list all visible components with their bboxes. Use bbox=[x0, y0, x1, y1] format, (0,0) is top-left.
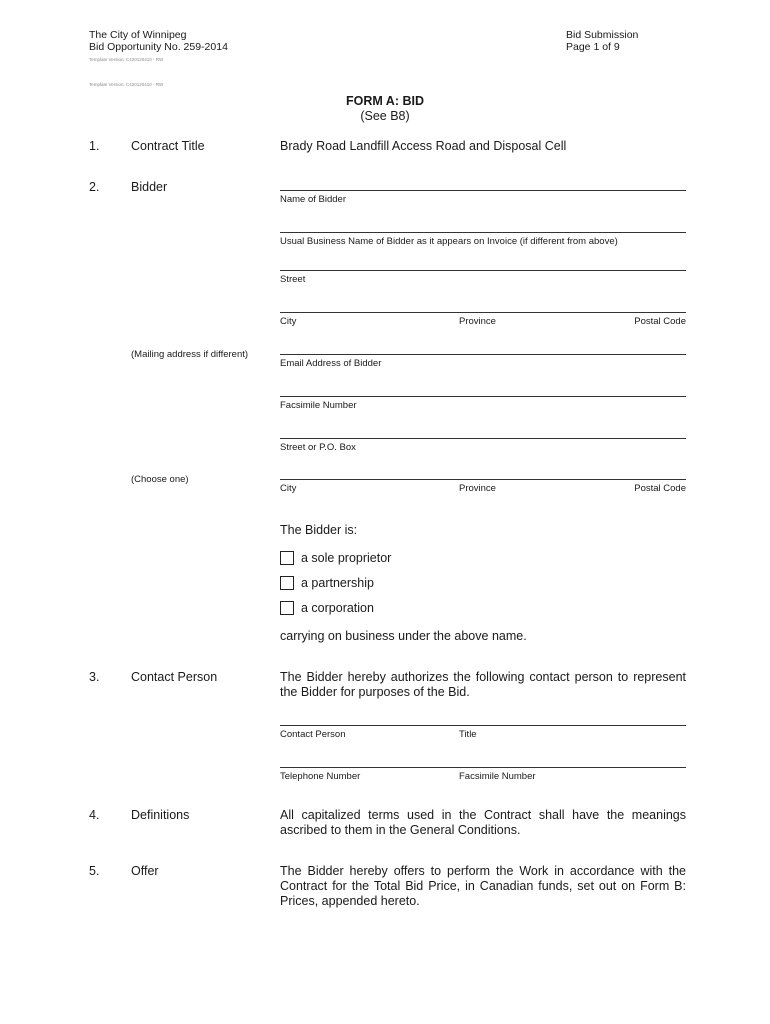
postal-caption: Postal Code bbox=[634, 316, 686, 327]
usual-name-field[interactable] bbox=[280, 232, 686, 233]
city-caption: City bbox=[280, 316, 297, 327]
section-2-number: 2. bbox=[89, 180, 100, 194]
email-caption: Email Address of Bidder bbox=[280, 358, 382, 369]
postal2-caption: Postal Code bbox=[634, 483, 686, 494]
province2-caption: Province bbox=[459, 483, 496, 494]
street-po-field[interactable] bbox=[280, 438, 686, 439]
sole-proprietor-label: a sole proprietor bbox=[301, 551, 392, 565]
sole-proprietor-checkbox[interactable] bbox=[280, 551, 294, 565]
template-version-2: Template Version: C420120410 - RW bbox=[89, 82, 164, 87]
bidder-name-caption: Name of Bidder bbox=[280, 194, 347, 205]
definitions-text: All capitalized terms used in the Contract shall have the meanings ascribed to them in the General Conditions. bbox=[280, 808, 686, 837]
telephone-caption: Telephone Number bbox=[280, 771, 361, 782]
org-name: The City of Winnipeg bbox=[89, 29, 187, 41]
corporation-checkbox[interactable] bbox=[280, 601, 294, 615]
fax-caption: Facsimile Number bbox=[280, 400, 357, 411]
city2-caption: City bbox=[280, 483, 297, 494]
bidder-name-field[interactable] bbox=[280, 190, 686, 191]
section-4-number: 4. bbox=[89, 808, 100, 822]
email-field[interactable] bbox=[280, 354, 686, 355]
submission-label: Bid Submission bbox=[566, 29, 639, 41]
usual-name-caption: Usual Business Name of Bidder as it appears on Invoice (if different from above) bbox=[280, 236, 618, 247]
fax-field[interactable] bbox=[280, 396, 686, 397]
carrying-on-business-text: carrying on business under the above name. bbox=[280, 629, 527, 643]
mailing-address-note: (Mailing address if different) bbox=[131, 349, 249, 360]
contact-person-text: The Bidder hereby authorizes the following contact person to represent the Bidder for purposes of the Bid. bbox=[280, 670, 686, 699]
partnership-checkbox[interactable] bbox=[280, 576, 294, 590]
contact-title-field[interactable] bbox=[280, 725, 686, 726]
title-caption: Title bbox=[459, 729, 477, 740]
street-field[interactable] bbox=[280, 270, 686, 271]
offer-text: The Bidder hereby offers to perform the Work in accordance with the Contract for the Total Bid Price, in Canadian funds, set out on Form B: Prices, appended hereto. bbox=[280, 864, 686, 908]
section-4-label: Definitions bbox=[131, 808, 190, 822]
section-3-label: Contact Person bbox=[131, 670, 218, 684]
corporation-label: a corporation bbox=[301, 601, 374, 615]
section-1-label: Contract Title bbox=[131, 139, 205, 153]
province-caption: Province bbox=[459, 316, 496, 327]
street-caption: Street bbox=[280, 274, 306, 285]
template-version: Template Version: C420120410 - RW bbox=[89, 57, 164, 62]
city-province-postal-field[interactable] bbox=[280, 312, 686, 313]
page-number: Page 1 of 9 bbox=[566, 41, 620, 53]
partnership-label: a partnership bbox=[301, 576, 374, 590]
section-1-number: 1. bbox=[89, 139, 100, 153]
section-5-label: Offer bbox=[131, 864, 159, 878]
bidder-is-label: The Bidder is: bbox=[280, 523, 358, 537]
section-5-number: 5. bbox=[89, 864, 100, 878]
form-subtitle: (See B8) bbox=[360, 109, 410, 123]
city2-field[interactable] bbox=[280, 479, 686, 480]
bid-number: Bid Opportunity No. 259-2014 bbox=[89, 41, 228, 53]
section-3-number: 3. bbox=[89, 670, 100, 684]
phone-fax-field[interactable] bbox=[280, 767, 686, 768]
choose-one-note: (Choose one) bbox=[131, 474, 189, 485]
form-title: FORM A: BID bbox=[346, 94, 424, 108]
contact-person-caption: Contact Person bbox=[280, 729, 346, 740]
contact-fax-caption: Facsimile Number bbox=[459, 771, 536, 782]
contract-title-value: Brady Road Landfill Access Road and Disposal Cell bbox=[280, 139, 567, 153]
section-2-label: Bidder bbox=[131, 180, 168, 194]
street-po-caption: Street or P.O. Box bbox=[280, 442, 356, 453]
